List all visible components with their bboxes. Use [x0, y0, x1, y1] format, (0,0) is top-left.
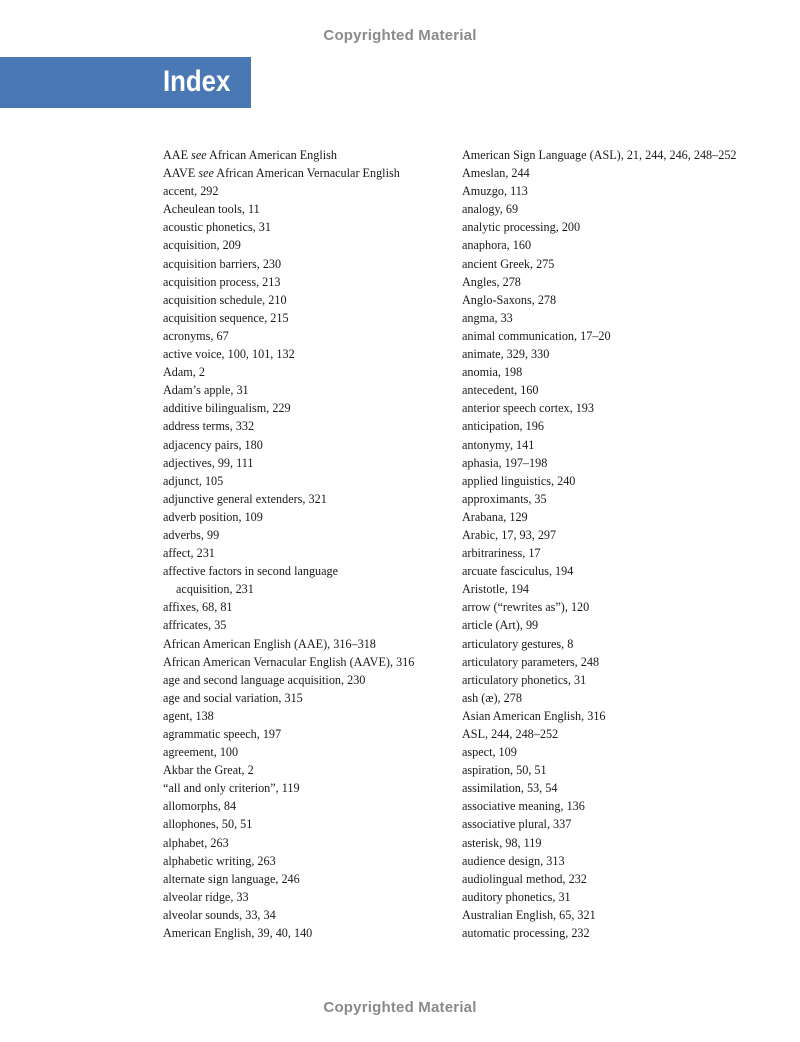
- index-entry: audiolingual method, 232: [462, 871, 587, 886]
- index-entry: agreement, 100: [163, 745, 239, 760]
- index-entry: acquisition process, 213: [163, 274, 281, 289]
- see-target: African American Vernacular English: [216, 166, 400, 181]
- index-entry: analytic processing, 200: [462, 220, 581, 235]
- index-entry: applied linguistics, 240: [462, 473, 576, 488]
- index-entry: American Sign Language (ASL), 21, 244, 246, 248–252: [462, 148, 737, 162]
- index-entry: arcuate fasciculus, 194: [462, 564, 574, 579]
- index-entry: articulatory gestures, 8: [462, 636, 574, 651]
- index-entry: associative plural, 337: [462, 817, 572, 832]
- index-entry: associative meaning, 136: [462, 799, 585, 814]
- index-entry: animal communication, 17–20: [462, 328, 611, 343]
- index-entry: additive bilingualism, 229: [163, 401, 291, 416]
- index-entry: affricates, 35: [163, 618, 227, 633]
- index-entry: address terms, 332: [163, 419, 255, 434]
- index-entry: articulatory phonetics, 31: [462, 672, 587, 687]
- index-entry: active voice, 100, 101, 132: [163, 347, 295, 362]
- index-entry: assimilation, 53, 54: [462, 781, 558, 796]
- index-entry: agent, 138: [163, 708, 214, 723]
- index-entry: article (Art), 99: [462, 618, 539, 633]
- index-entry: Adam’s apple, 31: [163, 383, 249, 398]
- index-term: AAE: [163, 148, 189, 162]
- see-reference: see: [191, 148, 207, 162]
- index-entry: agrammatic speech, 197: [163, 727, 282, 741]
- index-entry: allophones, 50, 51: [163, 817, 253, 832]
- index-entry: analogy, 69: [462, 202, 519, 217]
- index-entry: alternate sign language, 246: [163, 871, 300, 886]
- index-entry: African American English (AAE), 316–318: [163, 636, 376, 651]
- index-entry: acquisition sequence, 215: [163, 310, 289, 325]
- index-entry: alveolar sounds, 33, 34: [163, 907, 276, 922]
- see-target: African American English: [209, 148, 337, 162]
- index-entry: Akbar the Great, 2: [163, 763, 254, 778]
- index-entry: affective factors in second language: [163, 564, 339, 579]
- index-entry: ancient Greek, 275: [462, 256, 555, 271]
- index-entry: acquisition, 209: [163, 238, 241, 253]
- see-reference: see: [198, 166, 214, 181]
- index-entry: antonymy, 141: [462, 437, 535, 452]
- index-column-left: [163, 146, 453, 942]
- index-entry: angma, 33: [462, 310, 513, 325]
- index-entry: automatic processing, 232: [462, 926, 590, 941]
- index-entry: allomorphs, 84: [163, 799, 237, 814]
- index-entry: Anglo-Saxons, 278: [462, 292, 557, 307]
- index-entry: animate, 329, 330: [462, 347, 550, 362]
- index-entry: adjectives, 99, 111: [163, 455, 254, 470]
- index-entry: audience design, 313: [462, 853, 565, 868]
- index-entry: aspiration, 50, 51: [462, 763, 547, 778]
- index-entry: Angles, 278: [462, 274, 521, 289]
- index-entry: “all and only criterion”, 119: [163, 781, 300, 796]
- index-entry: acquisition, 231: [176, 582, 254, 597]
- index-entry: affect, 231: [163, 546, 215, 561]
- index-entry: Adam, 2: [163, 365, 205, 380]
- index-entry: alphabetic writing, 263: [163, 853, 276, 868]
- index-entry: aphasia, 197–198: [462, 455, 548, 470]
- index-entry: Ameslan, 244: [462, 166, 530, 181]
- index-entry: affixes, 68, 81: [163, 600, 233, 615]
- index-entry: Aristotle, 194: [462, 582, 530, 597]
- index-entry: acronyms, 67: [163, 328, 229, 343]
- index-entry: adjunct, 105: [163, 473, 224, 488]
- index-entry: antecedent, 160: [462, 383, 539, 398]
- index-entry: arbitrariness, 17: [462, 546, 541, 561]
- index-entry: acoustic phonetics, 31: [163, 220, 271, 235]
- index-entry: Arabic, 17, 93, 297: [462, 527, 557, 542]
- index-entry: approximants, 35: [462, 491, 547, 506]
- index-term: AAVE: [163, 166, 196, 181]
- index-entry: age and second language acquisition, 230: [163, 672, 366, 687]
- index-entry: alveolar ridge, 33: [163, 889, 249, 904]
- index-entry: African American Vernacular English (AAVE), 316: [163, 654, 415, 669]
- index-entry: adverb position, 109: [163, 509, 263, 524]
- index-entry: Acheulean tools, 11: [163, 202, 260, 217]
- index-entry: acquisition barriers, 230: [163, 256, 282, 271]
- index-entry: Asian American English, 316: [462, 708, 606, 723]
- index-entry: Amuzgo, 113: [462, 184, 528, 199]
- index-entry: age and social variation, 315: [163, 690, 303, 705]
- index-entry: Australian English, 65, 321: [462, 907, 596, 922]
- index-entry: asterisk, 98, 119: [462, 835, 542, 850]
- index-entry: auditory phonetics, 31: [462, 889, 571, 904]
- index-entry: acquisition schedule, 210: [163, 292, 287, 307]
- index-entry: Arabana, 129: [462, 509, 528, 524]
- index-entry: anomia, 198: [462, 365, 523, 380]
- index-entry: [163, 146, 453, 164]
- index-entry: aspect, 109: [462, 745, 517, 760]
- index-entry: adjacency pairs, 180: [163, 437, 263, 452]
- index-entry: anterior speech cortex, 193: [462, 401, 594, 416]
- index-entry: ash (æ), 278: [462, 690, 522, 705]
- index-entry: adverbs, 99: [163, 527, 220, 542]
- index-entry: anaphora, 160: [462, 238, 532, 253]
- index-entry: alphabet, 263: [163, 835, 229, 850]
- index-entry: [163, 164, 453, 182]
- index-entry: articulatory parameters, 248: [462, 654, 600, 669]
- index-entry: arrow (“rewrites as”), 120: [462, 600, 590, 615]
- copyright-watermark-top: Copyrighted Material: [323, 27, 477, 44]
- page-title: Index: [163, 65, 231, 98]
- index-entry: American English, 39, 40, 140: [163, 926, 313, 941]
- copyright-watermark-bottom: Copyrighted Material: [323, 999, 477, 1016]
- index-entry: accent, 292: [163, 184, 219, 199]
- index-entry: adjunctive general extenders, 321: [163, 491, 327, 506]
- index-column-right: [462, 146, 792, 942]
- index-entry: anticipation, 196: [462, 419, 544, 434]
- index-entry: ASL, 244, 248–252: [462, 727, 559, 741]
